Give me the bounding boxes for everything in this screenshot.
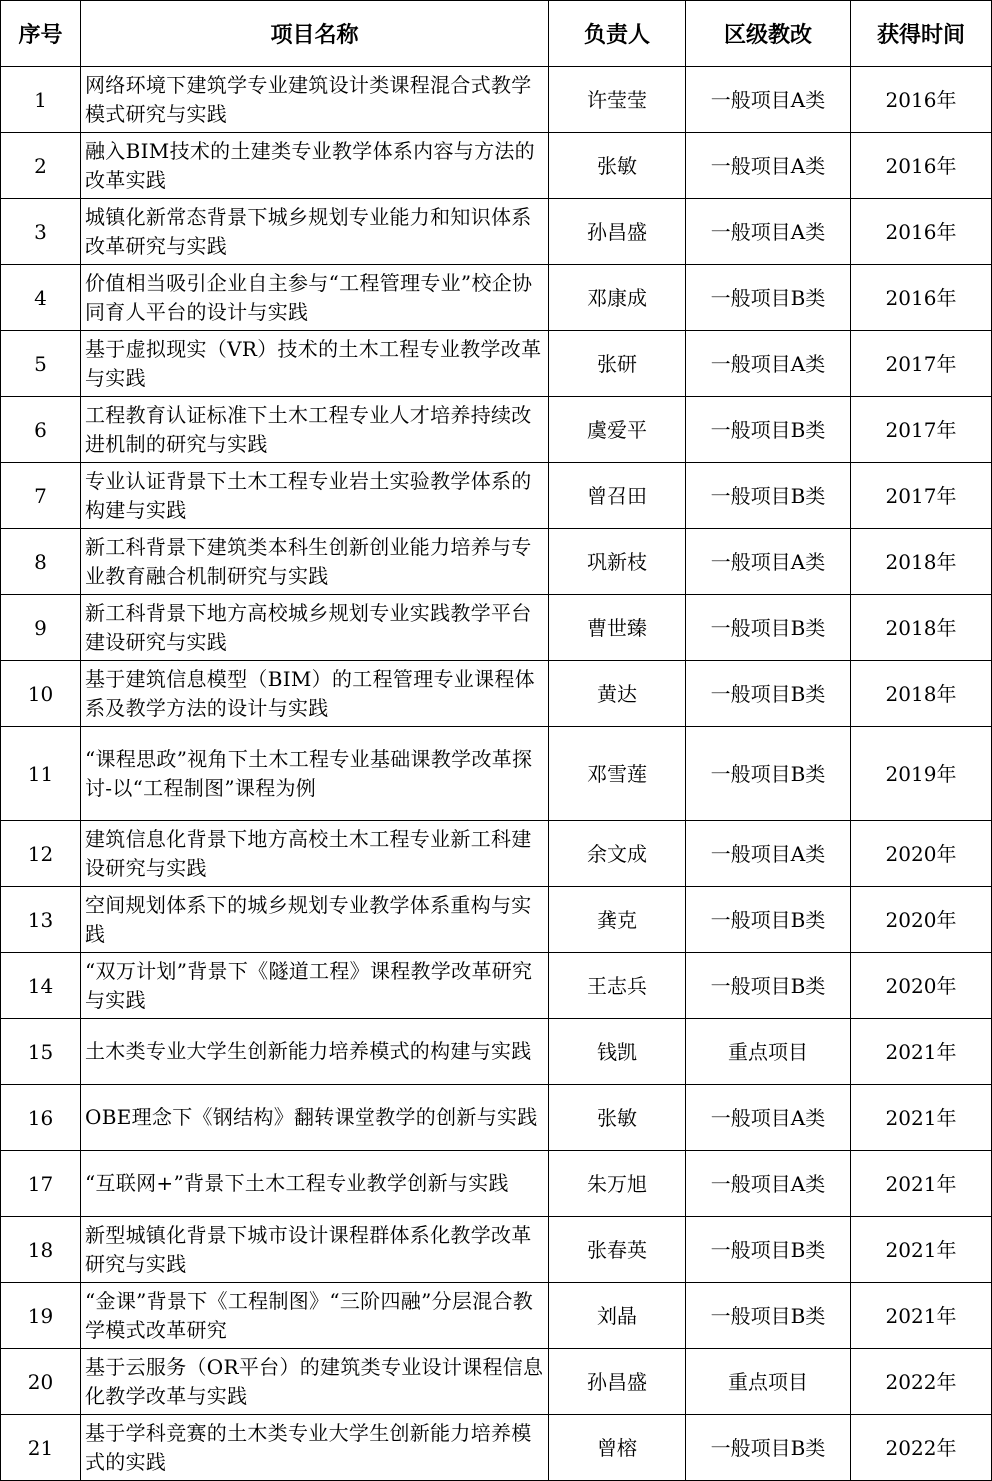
cell-no: 13: [1, 887, 81, 953]
cell-level: 重点项目: [686, 1349, 851, 1415]
cell-level: 一般项目B类: [686, 1415, 851, 1481]
cell-time: 2016年: [851, 265, 992, 331]
cell-owner: 钱凯: [549, 1019, 686, 1085]
cell-no: 9: [1, 595, 81, 661]
cell-no: 2: [1, 133, 81, 199]
table-row: [1, 133, 992, 199]
cell-no: 6: [1, 397, 81, 463]
cell-level: 一般项目B类: [686, 953, 851, 1019]
cell-project-name: 融入BIM技术的土建类专业教学体系内容与方法的改革实践: [81, 133, 549, 199]
cell-project-name: 新工科背景下建筑类本科生创新创业能力培养与专业教育融合机制研究与实践: [81, 529, 549, 595]
cell-owner: 曹世臻: [549, 595, 686, 661]
cell-owner: 曾召田: [549, 463, 686, 529]
table-row: [1, 953, 992, 1019]
table-row: [1, 821, 992, 887]
cell-level: 一般项目A类: [686, 67, 851, 133]
header-time: 获得时间: [851, 1, 992, 67]
cell-owner: 余文成: [549, 821, 686, 887]
cell-no: 7: [1, 463, 81, 529]
cell-level: 一般项目B类: [686, 265, 851, 331]
cell-no: 16: [1, 1085, 81, 1151]
cell-time: 2020年: [851, 887, 992, 953]
cell-owner: 张研: [549, 331, 686, 397]
cell-no: 21: [1, 1415, 81, 1481]
cell-project-name: 新工科背景下地方高校城乡规划专业实践教学平台建设研究与实践: [81, 595, 549, 661]
table-row: [1, 463, 992, 529]
cell-no: 10: [1, 661, 81, 727]
cell-time: 2022年: [851, 1349, 992, 1415]
cell-time: 2019年: [851, 727, 992, 821]
cell-no: 3: [1, 199, 81, 265]
table-row: [1, 67, 992, 133]
cell-level: 重点项目: [686, 1019, 851, 1085]
cell-project-name: 城镇化新常态背景下城乡规划专业能力和知识体系改革研究与实践: [81, 199, 549, 265]
cell-time: 2020年: [851, 953, 992, 1019]
cell-owner: 许莹莹: [549, 67, 686, 133]
cell-level: 一般项目A类: [686, 331, 851, 397]
cell-no: 12: [1, 821, 81, 887]
cell-no: 5: [1, 331, 81, 397]
cell-no: 15: [1, 1019, 81, 1085]
cell-owner: 张敏: [549, 1085, 686, 1151]
cell-no: 4: [1, 265, 81, 331]
header-owner: 负责人: [549, 1, 686, 67]
table-row: [1, 727, 992, 821]
cell-level: 一般项目A类: [686, 529, 851, 595]
cell-project-name: 专业认证背景下土木工程专业岩土实验教学体系的构建与实践: [81, 463, 549, 529]
cell-project-name: 基于云服务（OR平台）的建筑类专业设计课程信息化教学改革与实践: [81, 1349, 549, 1415]
table-row: [1, 1349, 992, 1415]
cell-project-name: 土木类专业大学生创新能力培养模式的构建与实践: [81, 1019, 549, 1085]
cell-level: 一般项目B类: [686, 595, 851, 661]
cell-owner: 孙昌盛: [549, 1349, 686, 1415]
cell-time: 2018年: [851, 661, 992, 727]
table-row: [1, 529, 992, 595]
table-row: [1, 1415, 992, 1481]
cell-project-name: “双万计划”背景下《隧道工程》课程教学改革研究与实践: [81, 953, 549, 1019]
cell-no: 19: [1, 1283, 81, 1349]
table-row: [1, 397, 992, 463]
table-row: [1, 1019, 992, 1085]
cell-owner: 巩新枝: [549, 529, 686, 595]
table-row: [1, 1217, 992, 1283]
cell-no: 11: [1, 727, 81, 821]
cell-time: 2021年: [851, 1019, 992, 1085]
cell-owner: 刘晶: [549, 1283, 686, 1349]
cell-time: 2017年: [851, 397, 992, 463]
header-name: 项目名称: [81, 1, 549, 67]
cell-project-name: “金课”背景下《工程制图》“三阶四融”分层混合教学模式改革研究: [81, 1283, 549, 1349]
header-row: [1, 1, 992, 67]
cell-no: 14: [1, 953, 81, 1019]
header-level: 区级教改: [686, 1, 851, 67]
cell-owner: 张春英: [549, 1217, 686, 1283]
cell-level: 一般项目B类: [686, 1283, 851, 1349]
cell-no: 17: [1, 1151, 81, 1217]
cell-level: 一般项目B类: [686, 397, 851, 463]
cell-time: 2018年: [851, 595, 992, 661]
cell-level: 一般项目B类: [686, 887, 851, 953]
cell-owner: 孙昌盛: [549, 199, 686, 265]
table-row: [1, 1151, 992, 1217]
cell-owner: 张敏: [549, 133, 686, 199]
cell-project-name: 建筑信息化背景下地方高校土木工程专业新工科建设研究与实践: [81, 821, 549, 887]
cell-time: 2016年: [851, 67, 992, 133]
cell-owner: 邓雪莲: [549, 727, 686, 821]
table-row: [1, 661, 992, 727]
cell-level: 一般项目B类: [686, 661, 851, 727]
cell-level: 一般项目B类: [686, 727, 851, 821]
cell-project-name: 基于建筑信息模型（BIM）的工程管理专业课程体系及教学方法的设计与实践: [81, 661, 549, 727]
cell-time: 2021年: [851, 1283, 992, 1349]
cell-time: 2017年: [851, 463, 992, 529]
cell-owner: 黄达: [549, 661, 686, 727]
table-row: [1, 331, 992, 397]
cell-time: 2016年: [851, 199, 992, 265]
header-no: 序号: [1, 1, 81, 67]
cell-level: 一般项目A类: [686, 1151, 851, 1217]
cell-time: 2022年: [851, 1415, 992, 1481]
cell-level: 一般项目A类: [686, 1085, 851, 1151]
cell-project-name: 基于学科竞赛的土木类专业大学生创新能力培养模式的实践: [81, 1415, 549, 1481]
cell-time: 2018年: [851, 529, 992, 595]
cell-owner: 朱万旭: [549, 1151, 686, 1217]
table-row: [1, 595, 992, 661]
cell-project-name: “互联网+”背景下土木工程专业教学创新与实践: [81, 1151, 549, 1217]
cell-project-name: 工程教育认证标准下土木工程专业人才培养持续改进机制的研究与实践: [81, 397, 549, 463]
cell-no: 20: [1, 1349, 81, 1415]
cell-time: 2016年: [851, 133, 992, 199]
cell-project-name: OBE理念下《钢结构》翻转课堂教学的创新与实践: [81, 1085, 549, 1151]
cell-project-name: 基于虚拟现实（VR）技术的土木工程专业教学改革与实践: [81, 331, 549, 397]
table-row: [1, 887, 992, 953]
cell-owner: 邓康成: [549, 265, 686, 331]
cell-level: 一般项目A类: [686, 821, 851, 887]
cell-no: 8: [1, 529, 81, 595]
table-row: [1, 1283, 992, 1349]
cell-level: 一般项目B类: [686, 463, 851, 529]
cell-owner: 曾榕: [549, 1415, 686, 1481]
cell-level: 一般项目A类: [686, 199, 851, 265]
cell-owner: 王志兵: [549, 953, 686, 1019]
table-row: [1, 1085, 992, 1151]
cell-time: 2020年: [851, 821, 992, 887]
table-body: [1, 67, 992, 1481]
cell-owner: 虞爱平: [549, 397, 686, 463]
cell-time: 2021年: [851, 1151, 992, 1217]
cell-no: 1: [1, 67, 81, 133]
cell-time: 2021年: [851, 1085, 992, 1151]
table-row: [1, 265, 992, 331]
cell-time: 2017年: [851, 331, 992, 397]
cell-time: 2021年: [851, 1217, 992, 1283]
cell-project-name: 网络环境下建筑学专业建筑设计类课程混合式教学模式研究与实践: [81, 67, 549, 133]
cell-project-name: 新型城镇化背景下城市设计课程群体系化教学改革研究与实践: [81, 1217, 549, 1283]
cell-level: 一般项目A类: [686, 133, 851, 199]
cell-no: 18: [1, 1217, 81, 1283]
table-row: [1, 199, 992, 265]
cell-project-name: 价值相当吸引企业自主参与“工程管理专业”校企协同育人平台的设计与实践: [81, 265, 549, 331]
cell-owner: 龚克: [549, 887, 686, 953]
cell-project-name: “课程思政”视角下土木工程专业基础课教学改革探讨-以“工程制图”课程为例: [81, 727, 549, 821]
cell-project-name: 空间规划体系下的城乡规划专业教学体系重构与实践: [81, 887, 549, 953]
cell-level: 一般项目B类: [686, 1217, 851, 1283]
